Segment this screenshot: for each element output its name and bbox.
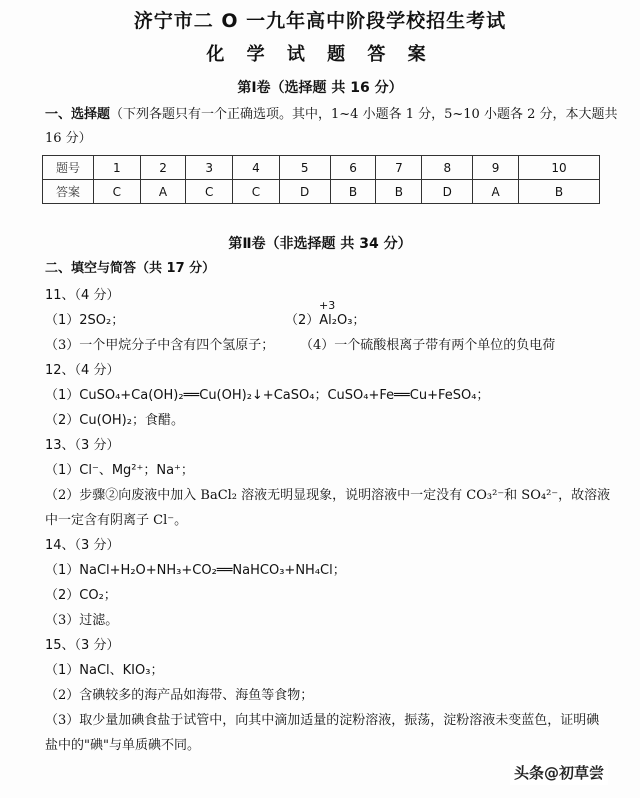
q13-answer-1: （1）Cl⁻、Mg²⁺；Na⁺； bbox=[45, 463, 194, 478]
question-number: 8 bbox=[422, 156, 473, 180]
choice-instructions-text: （下列各题只有一个正确选项。其中，1~4 小题各 1 分，5~10 小题各 2 分，本大题共 bbox=[110, 107, 618, 122]
q11-oxidation-state: +3 bbox=[319, 299, 336, 312]
question-number: 5 bbox=[279, 156, 330, 180]
q13-answer-2: （2）步骤②向废液中加入 BaCl₂ 溶液无明显现象，说明溶液中一定没有 CO₃²⁻和 SO₄²⁻，故溶液 bbox=[45, 488, 611, 503]
choice-heading: 一、选择题 bbox=[45, 107, 111, 122]
answer-cell: C bbox=[186, 180, 233, 204]
answer-cell: B bbox=[376, 180, 422, 204]
question-number: 7 bbox=[376, 156, 422, 180]
question-number-row bbox=[43, 156, 600, 180]
q11-heading: 11、（4 分） bbox=[45, 288, 120, 303]
question-number: 10 bbox=[519, 156, 600, 180]
exam-title: 济宁市二 O 一九年高中阶段学校招生考试 bbox=[133, 10, 507, 32]
choice-instructions-cont: 16 分） bbox=[45, 131, 92, 146]
q12-answer-2: （2）Cu(OH)₂；食醋。 bbox=[45, 413, 184, 428]
q13-answer-2-cont: 中一定含有阴离子 Cl⁻。 bbox=[45, 513, 188, 528]
section-fill-in-heading: 二、填空与简答（共 17 分） bbox=[45, 261, 216, 276]
question-number: 9 bbox=[473, 156, 519, 180]
q11-answer-2: （2）Al₂O₃； bbox=[285, 313, 366, 328]
part1-title: 第Ⅰ卷（选择题 共 16 分） bbox=[237, 80, 403, 96]
answer-cell: A bbox=[140, 180, 186, 204]
answer-cell: A bbox=[473, 180, 519, 204]
watermark: 头条@初草尝 bbox=[510, 760, 608, 785]
question-number: 4 bbox=[233, 156, 280, 180]
answer-table bbox=[42, 155, 600, 204]
answer-cell: C bbox=[94, 180, 141, 204]
question-number: 2 bbox=[140, 156, 186, 180]
choice-instructions bbox=[45, 105, 618, 125]
row-label-question: 题号 bbox=[43, 156, 94, 180]
q12-answer-1: （1）CuSO₄+Ca(OH)₂══Cu(OH)₂↓+CaSO₄；CuSO₄+Fe══Cu+FeSO₄； bbox=[45, 388, 490, 403]
question-number: 3 bbox=[186, 156, 233, 180]
q15-answer-3-cont: 盐中的"碘"与单质碘不同。 bbox=[45, 738, 200, 753]
q14-heading: 14、（3 分） bbox=[45, 538, 120, 553]
q15-answer-1: （1）NaCl、KIO₃； bbox=[45, 663, 164, 678]
answer-cell: D bbox=[422, 180, 473, 204]
answer-cell: B bbox=[330, 180, 376, 204]
q11-answer-4: （4）一个硫酸根离子带有两个单位的负电荷 bbox=[300, 338, 556, 353]
answer-cell: D bbox=[279, 180, 330, 204]
q14-answer-2: （2）CO₂； bbox=[45, 588, 117, 603]
q11-answer-3: （3）一个甲烷分子中含有四个氢原子； bbox=[45, 338, 275, 353]
answer-title: 化 学 试 题 答 案 bbox=[206, 44, 434, 65]
question-number: 1 bbox=[94, 156, 141, 180]
answer-cell: B bbox=[519, 180, 600, 204]
q12-heading: 12、（4 分） bbox=[45, 363, 120, 378]
part2-title: 第Ⅱ卷（非选择题 共 34 分） bbox=[228, 236, 412, 252]
q13-heading: 13、（3 分） bbox=[45, 438, 120, 453]
answer-cell: C bbox=[233, 180, 280, 204]
q11-answer-1: （1）2SO₂； bbox=[45, 313, 125, 328]
q15-answer-3: （3）取少量加碘食盐于试管中，向其中滴加适量的淀粉溶液，振荡，淀粉溶液未变蓝色，证明碘 bbox=[45, 713, 600, 728]
q14-answer-3: （3）过滤。 bbox=[45, 613, 119, 628]
answer-row bbox=[43, 180, 600, 204]
row-label-answer: 答案 bbox=[43, 180, 94, 204]
q15-heading: 15、（3 分） bbox=[45, 638, 120, 653]
question-number: 6 bbox=[330, 156, 376, 180]
q15-answer-2: （2）含碘较多的海产品如海带、海鱼等食物； bbox=[45, 688, 314, 703]
q14-answer-1: （1）NaCl+H₂O+NH₃+CO₂══NaHCO₃+NH₄Cl； bbox=[45, 563, 346, 578]
